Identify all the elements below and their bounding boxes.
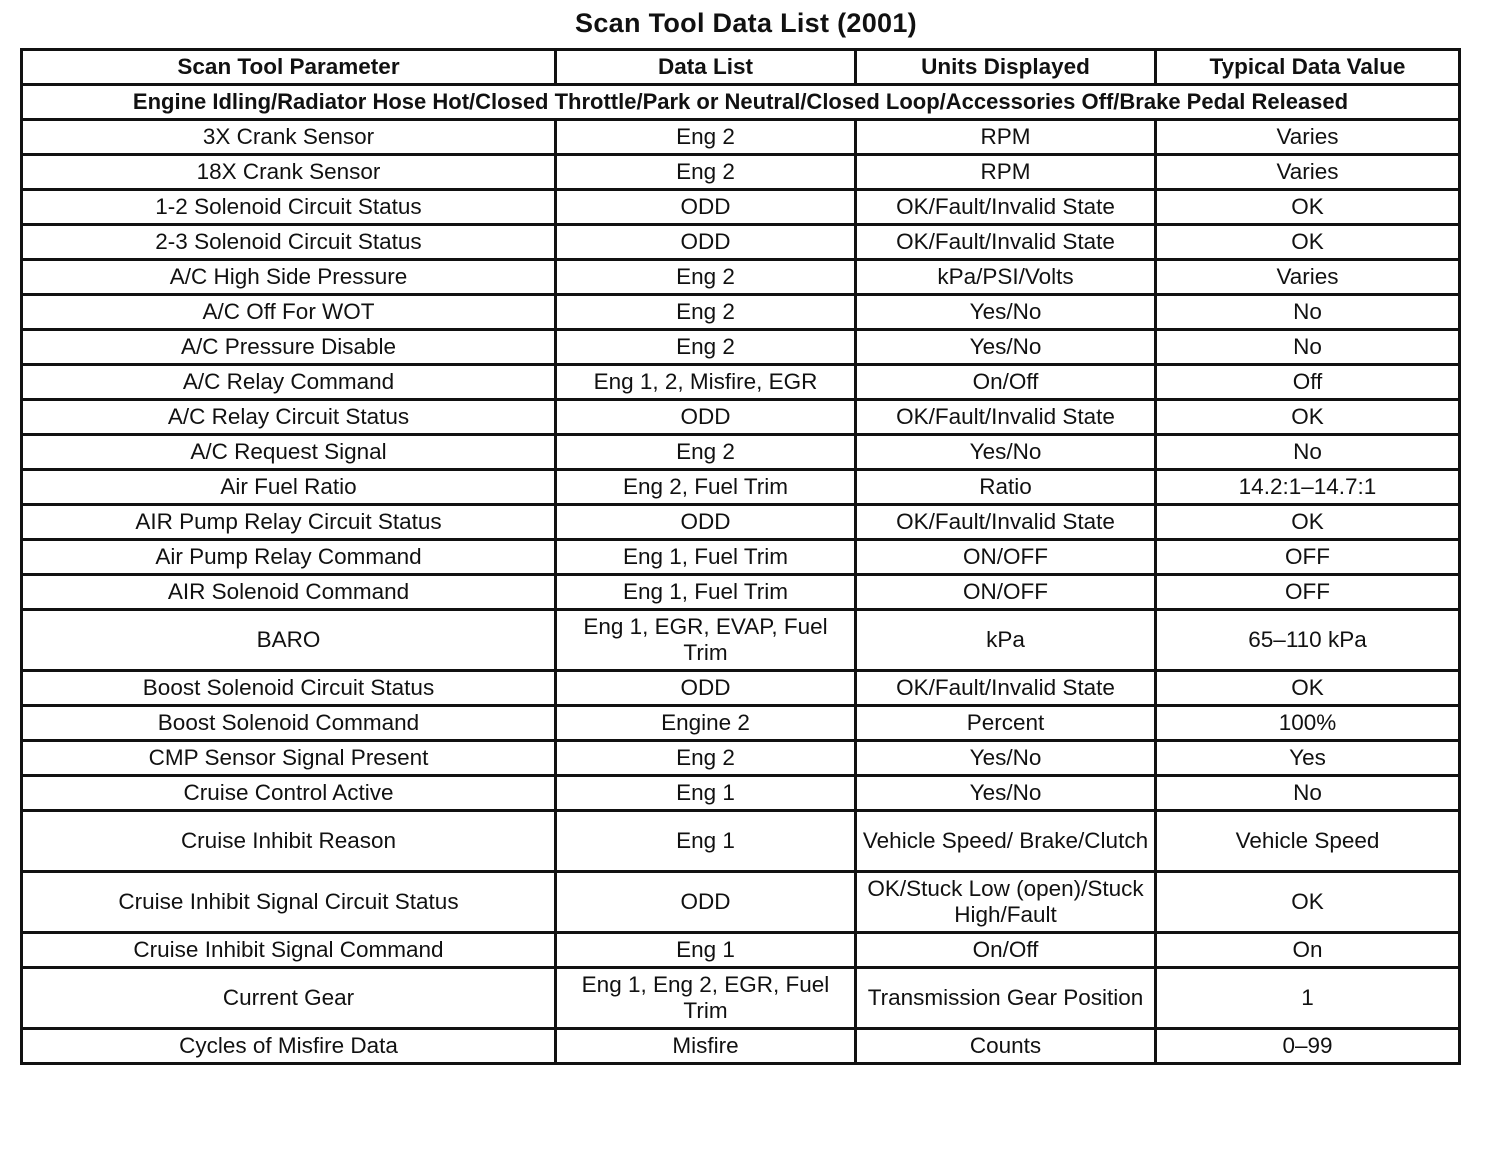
scan-tool-data-table [20, 48, 1461, 1065]
cell-typical-value: OK [1156, 671, 1460, 706]
table-row [22, 435, 1460, 470]
cell-data-list: Engine 2 [556, 706, 856, 741]
cell-data-list: Eng 2 [556, 260, 856, 295]
cell-parameter: Cruise Inhibit Reason [22, 811, 556, 872]
cell-typical-value: No [1156, 330, 1460, 365]
cell-parameter: 3X Crank Sensor [22, 120, 556, 155]
cell-units: kPa/PSI/Volts [856, 260, 1156, 295]
cell-units: ON/OFF [856, 540, 1156, 575]
cell-typical-value: OFF [1156, 575, 1460, 610]
cell-parameter: Cruise Control Active [22, 776, 556, 811]
cell-typical-value: Vehicle Speed [1156, 811, 1460, 872]
cell-parameter: Cycles of Misfire Data [22, 1029, 556, 1064]
cell-parameter: A/C High Side Pressure [22, 260, 556, 295]
table-row [22, 933, 1460, 968]
cell-typical-value: OFF [1156, 540, 1460, 575]
cell-parameter: Air Fuel Ratio [22, 470, 556, 505]
table-row [22, 155, 1460, 190]
cell-units: OK/Fault/Invalid State [856, 190, 1156, 225]
table-row [22, 741, 1460, 776]
header-row [22, 50, 1460, 85]
cell-units: Yes/No [856, 776, 1156, 811]
cell-units: Yes/No [856, 295, 1156, 330]
cell-parameter: 18X Crank Sensor [22, 155, 556, 190]
table-row [22, 505, 1460, 540]
cell-units: Percent [856, 706, 1156, 741]
table-row [22, 575, 1460, 610]
cell-typical-value: Off [1156, 365, 1460, 400]
table-row [22, 295, 1460, 330]
cell-data-list: ODD [556, 225, 856, 260]
cell-parameter: A/C Relay Command [22, 365, 556, 400]
cell-typical-value: 100% [1156, 706, 1460, 741]
cell-typical-value: OK [1156, 505, 1460, 540]
cell-data-list: Eng 1 [556, 933, 856, 968]
cell-data-list: Eng 2 [556, 330, 856, 365]
cell-typical-value: OK [1156, 400, 1460, 435]
cell-units: OK/Fault/Invalid State [856, 505, 1156, 540]
table-row [22, 1029, 1460, 1064]
cell-units: Yes/No [856, 741, 1156, 776]
table-row [22, 225, 1460, 260]
cell-units: On/Off [856, 365, 1156, 400]
cell-parameter: A/C Pressure Disable [22, 330, 556, 365]
column-header-data-list: Data List [556, 50, 856, 85]
table-row [22, 671, 1460, 706]
cell-parameter: AIR Pump Relay Circuit Status [22, 505, 556, 540]
cell-units: RPM [856, 120, 1156, 155]
cell-typical-value: 14.2:1–14.7:1 [1156, 470, 1460, 505]
cell-typical-value: 65–110 kPa [1156, 610, 1460, 671]
condition-text: Engine Idling/Radiator Hose Hot/Closed Throttle/Park or Neutral/Closed Loop/Accessories Off/Brake Pedal Released [22, 85, 1460, 120]
cell-units: RPM [856, 155, 1156, 190]
cell-parameter: Boost Solenoid Circuit Status [22, 671, 556, 706]
cell-parameter: AIR Solenoid Command [22, 575, 556, 610]
cell-data-list: Eng 1 [556, 776, 856, 811]
column-header-typical-value: Typical Data Value [1156, 50, 1460, 85]
table-row [22, 330, 1460, 365]
cell-units: Yes/No [856, 435, 1156, 470]
table-row [22, 706, 1460, 741]
cell-data-list: ODD [556, 190, 856, 225]
cell-parameter: Cruise Inhibit Signal Command [22, 933, 556, 968]
cell-data-list: Eng 1, Fuel Trim [556, 540, 856, 575]
cell-units: OK/Fault/Invalid State [856, 400, 1156, 435]
cell-parameter: Boost Solenoid Command [22, 706, 556, 741]
table-row [22, 776, 1460, 811]
cell-data-list: ODD [556, 400, 856, 435]
table-row [22, 610, 1460, 671]
cell-data-list: Eng 2 [556, 120, 856, 155]
table-row [22, 470, 1460, 505]
cell-units: Ratio [856, 470, 1156, 505]
cell-parameter: A/C Off For WOT [22, 295, 556, 330]
cell-typical-value: OK [1156, 190, 1460, 225]
table-row [22, 968, 1460, 1029]
cell-data-list: Eng 2 [556, 741, 856, 776]
cell-typical-value: 0–99 [1156, 1029, 1460, 1064]
cell-units: Transmission Gear Position [856, 968, 1156, 1029]
cell-units: kPa [856, 610, 1156, 671]
cell-typical-value: 1 [1156, 968, 1460, 1029]
cell-parameter: 1-2 Solenoid Circuit Status [22, 190, 556, 225]
cell-units: Vehicle Speed/ Brake/Clutch [856, 811, 1156, 872]
cell-parameter: Cruise Inhibit Signal Circuit Status [22, 872, 556, 933]
cell-data-list: Misfire [556, 1029, 856, 1064]
cell-typical-value: OK [1156, 872, 1460, 933]
cell-typical-value: Yes [1156, 741, 1460, 776]
cell-typical-value: No [1156, 435, 1460, 470]
cell-data-list: Eng 2, Fuel Trim [556, 470, 856, 505]
cell-data-list: Eng 1, Fuel Trim [556, 575, 856, 610]
cell-parameter: CMP Sensor Signal Present [22, 741, 556, 776]
cell-typical-value: Varies [1156, 260, 1460, 295]
table-row [22, 540, 1460, 575]
cell-units: On/Off [856, 933, 1156, 968]
cell-data-list: ODD [556, 671, 856, 706]
cell-data-list: ODD [556, 505, 856, 540]
cell-units: Counts [856, 1029, 1156, 1064]
cell-parameter: A/C Relay Circuit Status [22, 400, 556, 435]
column-header-units: Units Displayed [856, 50, 1156, 85]
cell-units: ON/OFF [856, 575, 1156, 610]
cell-units: OK/Stuck Low (open)/Stuck High/Fault [856, 872, 1156, 933]
cell-data-list: Eng 2 [556, 435, 856, 470]
cell-data-list: Eng 2 [556, 295, 856, 330]
cell-typical-value: On [1156, 933, 1460, 968]
table-row [22, 811, 1460, 872]
page-title: Scan Tool Data List (2001) [575, 8, 917, 38]
cell-parameter: Air Pump Relay Command [22, 540, 556, 575]
cell-parameter: Current Gear [22, 968, 556, 1029]
cell-units: Yes/No [856, 330, 1156, 365]
cell-typical-value: Varies [1156, 120, 1460, 155]
column-header-parameter: Scan Tool Parameter [22, 50, 556, 85]
table-row [22, 190, 1460, 225]
cell-data-list: Eng 2 [556, 155, 856, 190]
cell-parameter: BARO [22, 610, 556, 671]
cell-typical-value: OK [1156, 225, 1460, 260]
cell-parameter: A/C Request Signal [22, 435, 556, 470]
cell-typical-value: No [1156, 295, 1460, 330]
cell-data-list: Eng 1, EGR, EVAP, Fuel Trim [556, 610, 856, 671]
cell-data-list: Eng 1, Eng 2, EGR, Fuel Trim [556, 968, 856, 1029]
cell-data-list: ODD [556, 872, 856, 933]
condition-row [22, 85, 1460, 120]
cell-data-list: Eng 1 [556, 811, 856, 872]
cell-typical-value: Varies [1156, 155, 1460, 190]
table-row [22, 120, 1460, 155]
cell-parameter: 2-3 Solenoid Circuit Status [22, 225, 556, 260]
cell-data-list: Eng 1, 2, Misfire, EGR [556, 365, 856, 400]
cell-units: OK/Fault/Invalid State [856, 225, 1156, 260]
cell-typical-value: No [1156, 776, 1460, 811]
table-row [22, 365, 1460, 400]
table-row [22, 872, 1460, 933]
cell-units: OK/Fault/Invalid State [856, 671, 1156, 706]
table-row [22, 400, 1460, 435]
table-row [22, 260, 1460, 295]
